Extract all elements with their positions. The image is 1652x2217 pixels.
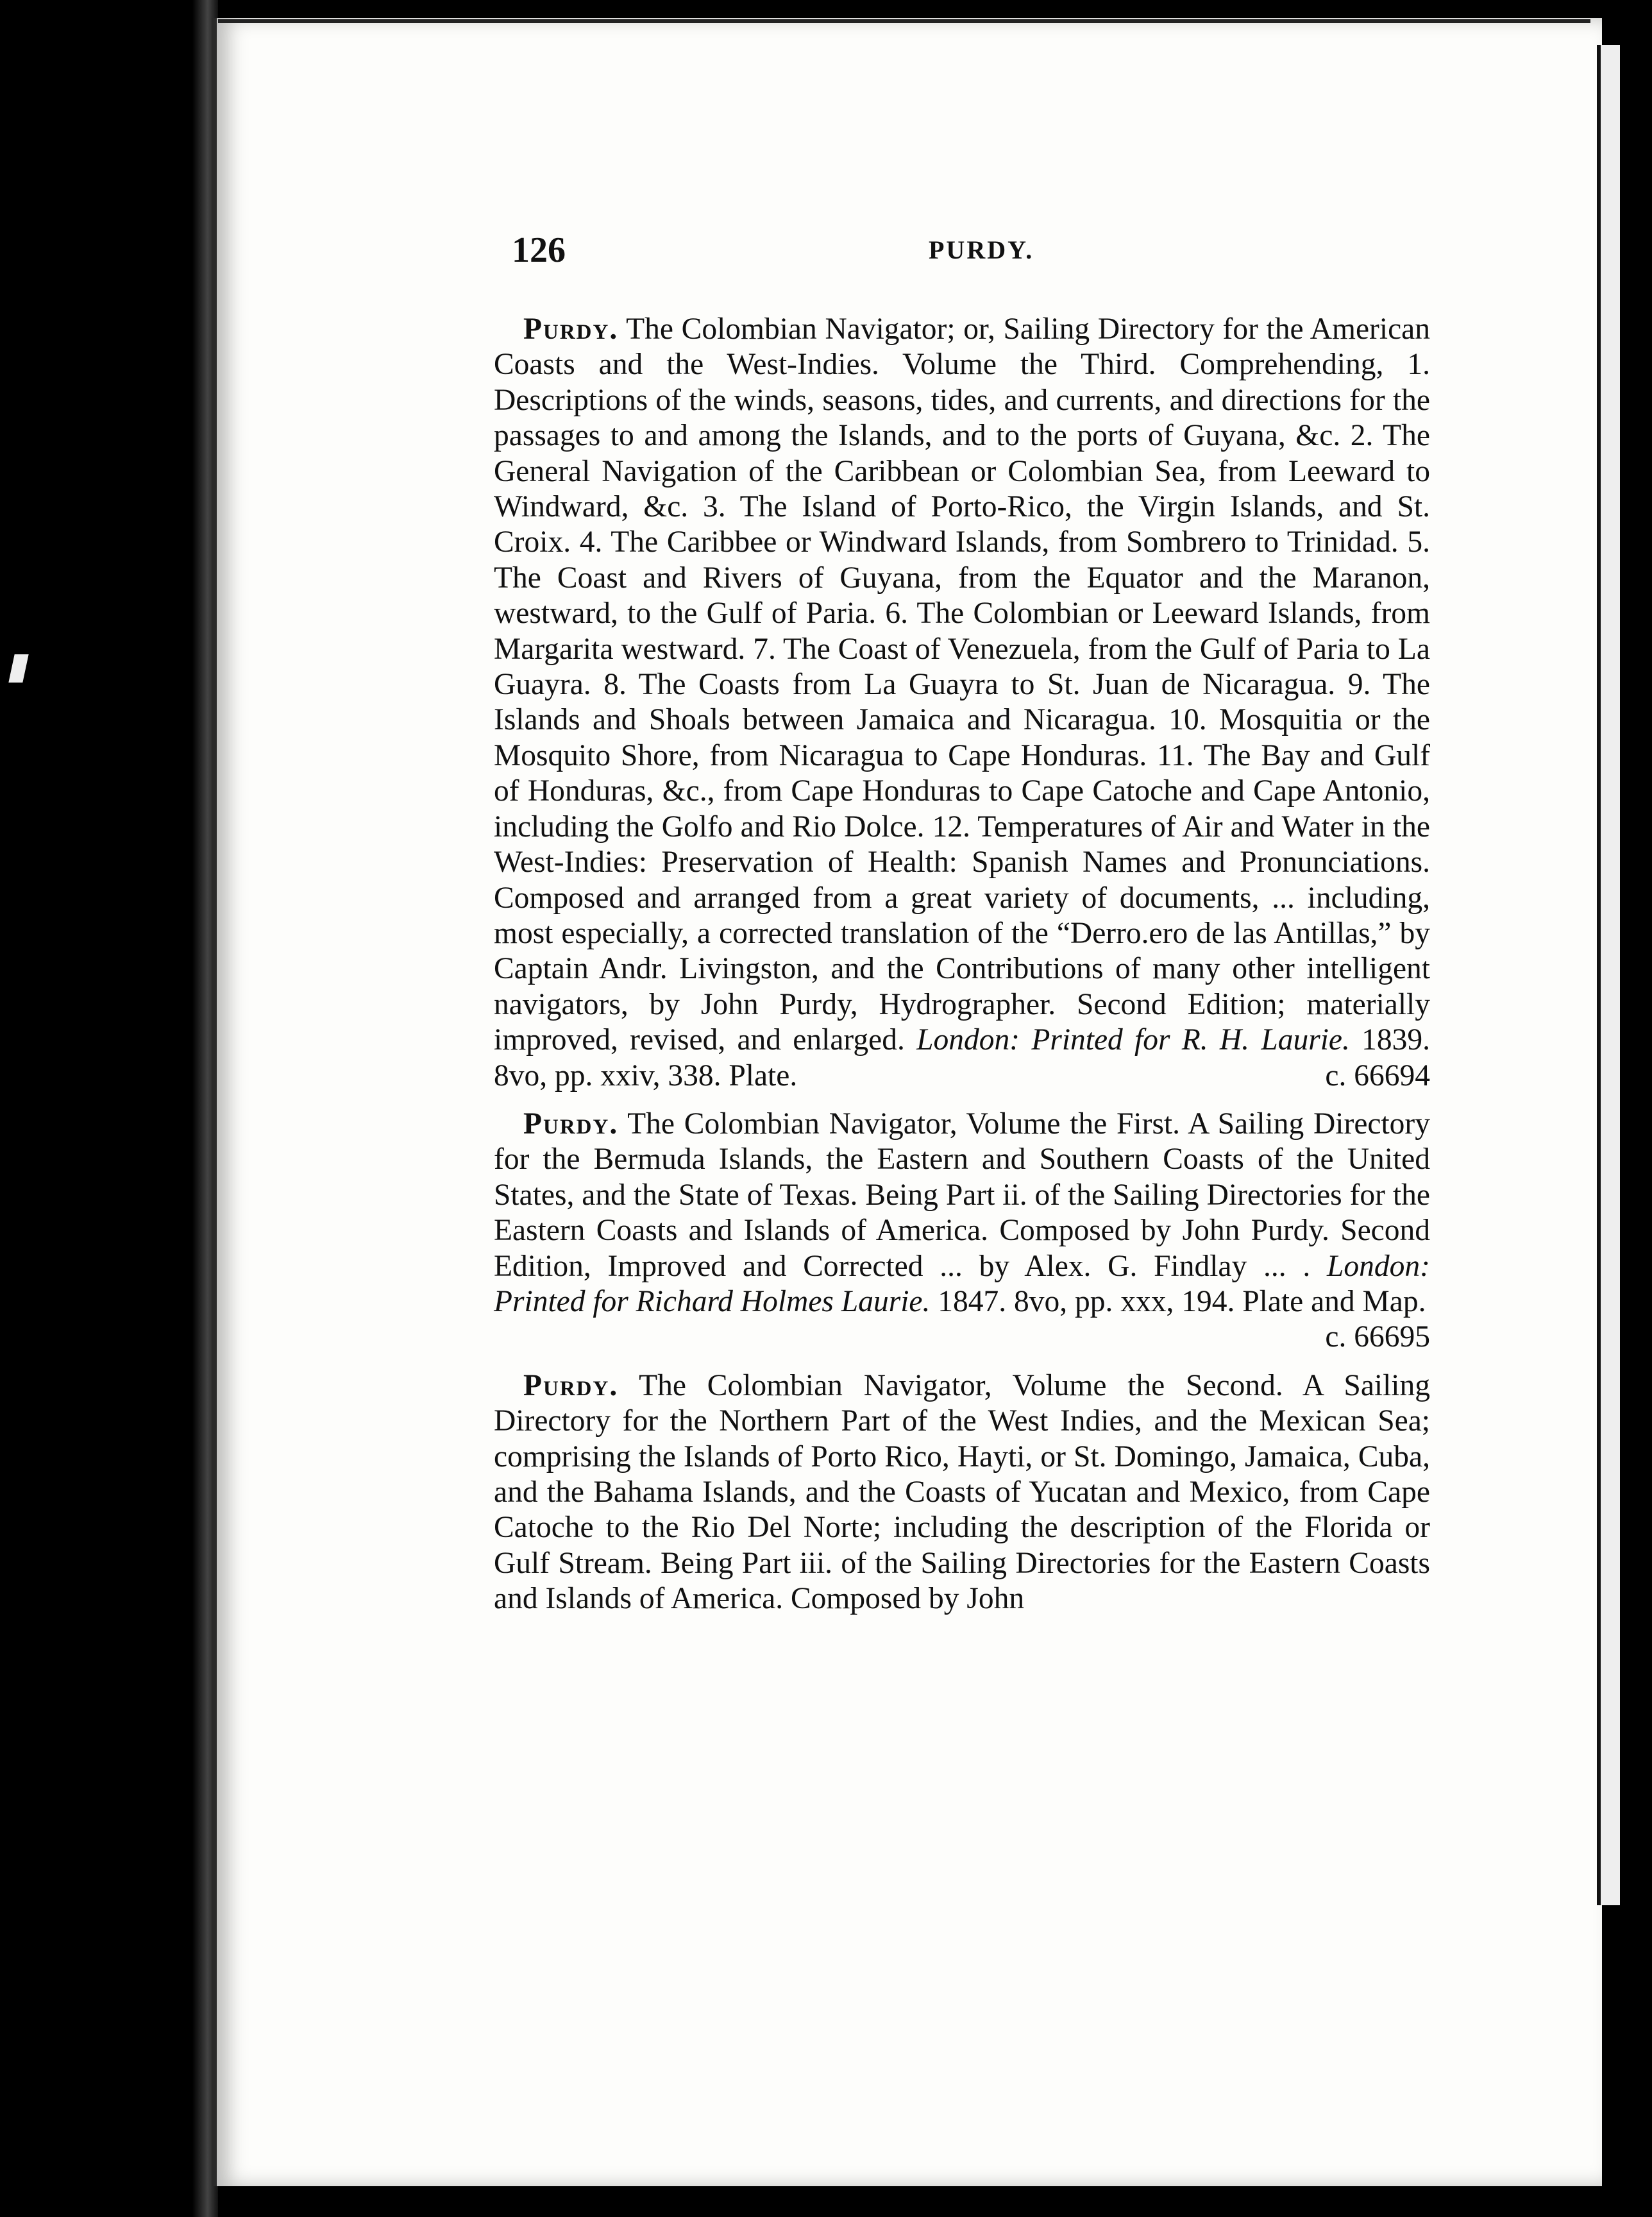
margin-mark [8,654,28,683]
entry-reference-number: c. 66694 [1325,1058,1430,1092]
entry-description: The Colombian Navigator, Volume the Second. A Sailing Directory for the Northern Part of the West Indies, and the Mexican Sea; comprising the Islands of Porto Rico, Hayti, or St. Domingo, Jamaica, Cuba, and the Bahama Islands, and the Coasts of Yucatan and Mexico, from Cape Catoche to the Rio Del Norte; including the description of the Florida or Gulf Stream. Being Part iii. of the Sailing Directories for the Eastern Coasts and Islands of America. Composed by John [494,1368,1430,1616]
facing-page-edge [1597,45,1620,1905]
entry-heading: Purdy. [523,312,619,346]
catalog-entry [494,312,1430,1094]
entry-imprint: London: Printed for Richard Holmes Laurie. [494,1249,1430,1318]
entry-collation: 1839. 8vo, pp. xxiv, 338. Plate. [494,1023,1431,1092]
page-number: 126 [512,230,566,270]
entry-description: The Colombian Navigator, Volume the First. A Sailing Directory for the Bermuda Islands, the Eastern and Southern Coasts of the United States, and the State of Texas. Being Part ii. of the Sailing Directories for the Eastern Coasts and Islands of America. Composed by John Purdy. Second Edition, Improved and Corrected ... by Alex. G. Findlay ... . [494,1107,1430,1283]
page-header [512,230,1442,268]
entry-collation: 1847. 8vo, pp. xxx, 194. Plate and Map. [938,1284,1426,1318]
entry-heading: Purdy. [523,1107,619,1141]
running-head: PURDY. [929,235,1034,264]
catalog-entry [494,1107,1430,1355]
entry-description: The Colombian Navigator; or, Sailing Directory for the American Coasts and the West-Indies. Volume the Third. Comprehending, 1. Descriptions of the winds, seasons, tides, and currents, and directions for the passages to and among the Islands, and to the ports of Guyana, &c. 2. The General Navigation of the Caribbean or Colombian Sea, from Leeward to Windward, &c. 3. The Island of Porto-Rico, the Virgin Islands, and St. Croix. 4. The Caribbee or Windward Islands, from Sombrero to Trinidad. 5. The Coast and Rivers of Guyana, from the Equator and the Maranon, westward, to the Gulf of Paria. 6. The Colombian or Leeward Islands, from Margarita westward. 7. The Coast of Venezuela, from the Gulf of Paria to La Guayra. 8. The Coasts from La Guayra to St. Juan de Nicaragua. 9. The Islands and Shoals between Jamaica and Nicaragua. 10. Mosquitia or the Mosquito Shore, from Nicaragua to Cape Honduras. 11. The Bay and Gulf of Honduras, &c., from Cape Honduras to Cape Catoche and Cape Antonio, including the Golfo and Rio Dolce. 12. Temperatures of Air and Water in the West-Indies: Preservation of Health: Spanish Names and Pronunciations. Composed and arranged from a great variety of documents, ... including, most especially, a corrected translation of the “Derro.ero de las Antillas,” by Captain Andr. Livingston, and the Contributions of many other intelligent navigators, by John Purdy, Hydrographer. Second Edition; materially improved, revised, and enlarged. [494,312,1430,1057]
page-top-edge [218,19,1590,23]
entry-heading: Purdy. [523,1368,619,1402]
entry-reference-number: c. 66695 [1325,1320,1430,1354]
entry-imprint: London: Printed for R. H. Laurie. [916,1023,1350,1057]
catalog-entries [494,312,1430,1630]
catalog-entry [494,1368,1430,1617]
